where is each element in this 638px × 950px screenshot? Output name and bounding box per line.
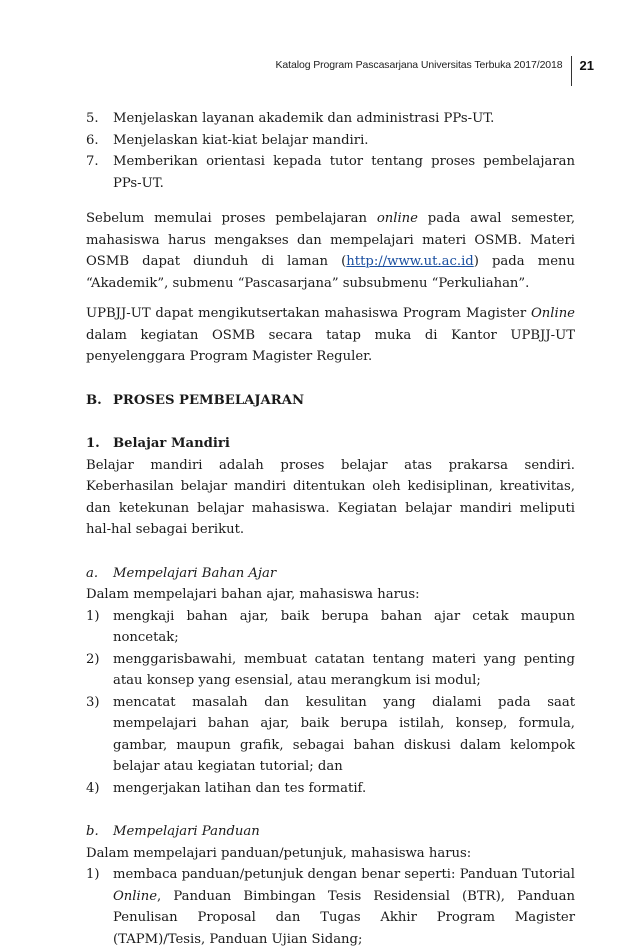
list-item [86,151,575,194]
header-divider [571,56,572,86]
intro-panduan: Dalam mempelajari panduan/petunjuk, mahasiswa harus: [86,845,472,861]
page-header [276,52,594,78]
list-text: Memberikan orientasi kepada tutor tentang proses pembelajaran PPs-UT. [113,154,575,191]
header-title: Katalog Program Pascasarjana Universitas Terbuka 2017/2018 [275,59,563,71]
subheading-panduan: b. Mempelajari Panduan [86,824,260,839]
list-item [86,108,575,130]
list-item [86,130,575,152]
list-item: 4) mengerjakan latihan dan tes formatif. [86,780,367,796]
list-item: 3) mencatat masalah dan kesulitan yang dialami pada saat mempelajari bahan ajar, baik berupa istilah, konsep, formula, gambar, maupun grafik, sebagai bahan diskusi dalam kelompok belajar atau kegiatan tutorial; dan [86,694,575,774]
page-body [86,108,575,950]
section-heading-belajar-mandiri: 1. Belajar Mandiri [86,436,230,451]
list-number: 7. [86,154,99,169]
list-number: 6. [86,132,99,148]
list-number: 5. [86,111,99,126]
section-heading-b: B. PROSES PEMBELAJARAN [86,392,305,408]
paragraph-upbjj: UPBJJ-UT dapat mengikutsertakan mahasiswa Program Magister Online dalam kegiatan OSMB secara tatap muka di Kantor UPBJJ-UT penyelenggara Program Magister Reguler. [86,306,575,364]
list-item: 1) mengkaji bahan ajar, baik berupa bahan ajar cetak maupun noncetak; [86,608,575,645]
paragraph-belajar-mandiri: Belajar mandiri adalah proses belajar atas prakarsa sendiri. Keberhasilan belajar mandiri ditentukan oleh kedisiplinan, kreativitas, dan ketekunan belajar mahasiswa. Kegiatan belajar mandiri meliputi hal-hal sebagai berikut. [86,457,575,537]
page-number: 21 [579,57,594,73]
list-item: 1) membaca panduan/petunjuk dengan benar seperti: Panduan Tutorial Online, Panduan Bimbingan Tesis Residensial (BTR), Panduan Penulisan Proposal dan Tugas Akhir Program Magister (TAPM)/Tesis, Panduan Ujian Sidang; [86,867,575,947]
subheading-bahan-ajar: a. Mempelajari Bahan Ajar [86,565,277,581]
list-item: 2) menggarisbawahi, membuat catatan tentang materi yang penting atau konsep yang esensial, atau merangkum isi modul; [86,651,575,688]
intro-bahan-ajar: Dalam mempelajari bahan ajar, mahasiswa harus: [86,587,420,602]
list-text: Menjelaskan kiat-kiat belajar mandiri. [113,132,369,148]
list-text: Menjelaskan layanan akademik dan administrasi PPs-UT. [113,111,495,126]
ut-website-link[interactable]: http://www.ut.ac.id [346,254,474,269]
paragraph-osmb-access: Sebelum memulai proses pembelajaran online pada awal semester, mahasiswa harus mengakses dan mempelajari materi OSMB. Materi OSMB dapat diunduh di laman (http://www.ut.ac.id) pada menu “Akademik”, submenu “Pascasarjana” subsubmenu “Perkuliahan”. [86,211,576,291]
